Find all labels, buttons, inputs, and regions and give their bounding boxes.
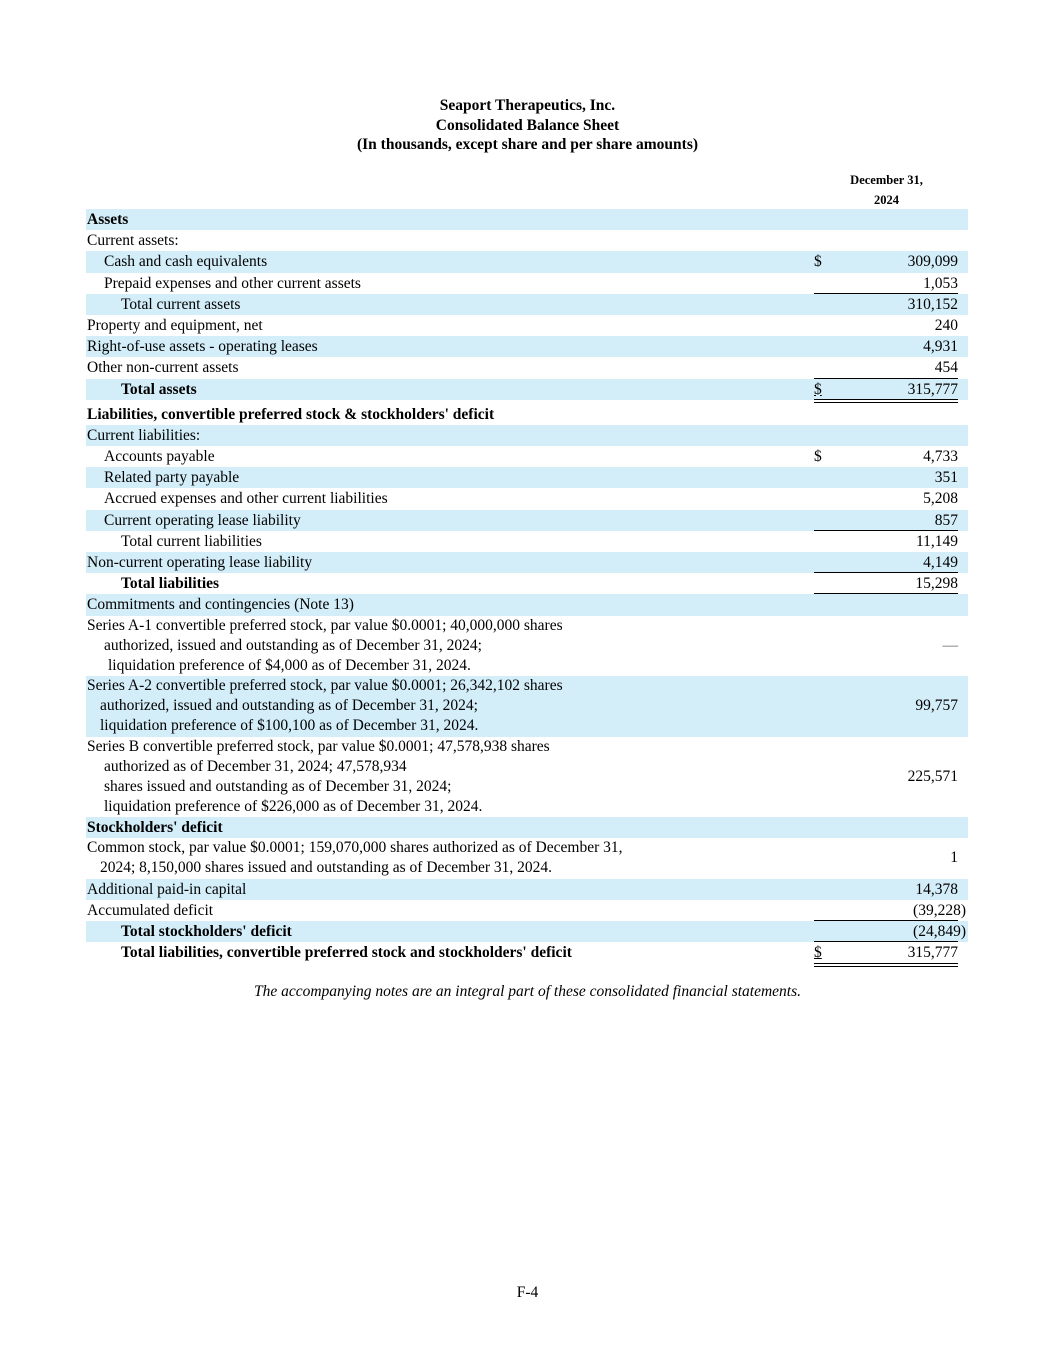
line-item-other-noncurrent: Other non-current assets 454 <box>86 357 968 378</box>
column-header-date: December 31, <box>850 173 923 187</box>
line-item-common-stock: Common stock, par value $0.0001; 159,070,000 shares authorized as of December 31, 2024; 8,150,000 shares issued and outstanding as of December 31, 2024. 1 <box>87 838 958 876</box>
line-item-value: 315,777 <box>907 380 958 398</box>
subheading-current-liabilities: Current liabilities: <box>86 425 968 446</box>
line-item-value: 454 <box>934 359 958 377</box>
company-name: Seaport Therapeutics, Inc. <box>439 97 616 114</box>
line-item-cash: Cash and cash equivalents $ 309,099 <box>86 251 968 272</box>
line-item-value: 309,099 <box>907 253 958 271</box>
line-item-value: 315,777 <box>907 944 958 962</box>
line-item-value: 4,149 <box>923 554 958 571</box>
total-assets: Total assets $ 315,777 <box>86 379 968 400</box>
statement-title: Consolidated Balance Sheet <box>435 116 620 134</box>
line-item-value: 351 <box>934 469 958 487</box>
section-heading-assets: Assets <box>86 209 968 230</box>
line-item-current-lease-liability: Current operating lease liability 857 <box>86 510 968 531</box>
line-item-value: 310,152 <box>907 295 958 313</box>
line-item-value: 240 <box>934 316 958 334</box>
statement-header <box>0 96 1055 155</box>
line-item-value: 11,149 <box>915 532 958 550</box>
section-heading-liabilities: Liabilities, convertible preferred stock & stockholders' deficit <box>87 405 495 423</box>
statement-subtitle: (In thousands, except share and per share amounts) <box>356 136 699 153</box>
currency-symbol: $ <box>814 380 822 398</box>
section-heading-stockholders-deficit: Stockholders' deficit <box>86 817 968 838</box>
line-item-accrued-expenses: Accrued expenses and other current liabilities 5,208 <box>86 488 968 509</box>
line-item-rou-assets: Right-of-use assets - operating leases 4,931 <box>86 336 968 357</box>
currency-symbol: $ <box>814 253 822 271</box>
line-item-value: 1 <box>950 849 958 867</box>
currency-symbol: $ <box>814 448 822 466</box>
line-item-accounts-payable: Accounts payable $ 4,733 <box>86 446 968 467</box>
line-item-value: 1,053 <box>923 274 958 292</box>
line-item-value: 4,931 <box>923 338 958 356</box>
line-item-value: (24,849) <box>913 923 966 941</box>
line-item-value: 14,378 <box>915 880 958 898</box>
line-item-series-a1: Series A-1 convertible preferred stock, par value $0.0001; 40,000,000 shares authorized, issued and outstanding as of December 31, 2024; liquidation preference of $4,000 as of December 31, 2024. — <box>87 616 958 674</box>
line-item-value: 5,208 <box>923 490 958 508</box>
line-item-value: — <box>942 636 958 654</box>
line-item-value: 99,757 <box>915 697 958 715</box>
subheading-current-assets: Current assets: <box>87 232 179 250</box>
line-item-value: 857 <box>934 511 958 529</box>
line-item-prepaid: Prepaid expenses and other current assets 1,053 <box>86 273 968 294</box>
line-item-value: 225,571 <box>907 767 958 785</box>
line-item-apic: Additional paid-in capital 14,378 <box>86 879 968 900</box>
column-header <box>815 170 958 211</box>
footnote: The accompanying notes are an integral part of these consolidated financial statements. <box>253 983 802 1000</box>
line-item-series-b: Series B convertible preferred stock, par value $0.0001; 47,578,938 shares authorized as of December 31, 2024; 47,578,934 shares issued and outstanding as of December 31, 2024; liquidation preference of $226,000 as of December 31, 2024. 225,571 <box>87 737 958 815</box>
double-total-rule <box>814 399 958 403</box>
line-item-property: Property and equipment, net 240 <box>86 315 968 336</box>
column-header-year: 2024 <box>815 190 958 211</box>
total-liabilities: Total liabilities 15,298 <box>86 573 968 594</box>
line-item-noncurrent-lease-liability: Non-current operating lease liability 4,149 <box>86 552 968 573</box>
line-item-commitments: Commitments and contingencies (Note 13) <box>86 594 968 615</box>
page-number: F-4 <box>516 1284 539 1301</box>
line-item-related-party-payable: Related party payable 351 <box>86 467 968 488</box>
double-total-rule <box>814 963 958 967</box>
subtotal-current-assets: Total current assets 310,152 <box>86 294 968 315</box>
line-item-value: (39,228) <box>913 901 966 919</box>
total-liabilities-and-deficit: Total liabilities, convertible preferred stock and stockholders' deficit $ 315,777 <box>86 942 968 963</box>
currency-symbol: $ <box>814 944 822 962</box>
total-stockholders-deficit: Total stockholders' deficit (24,849) <box>86 921 968 942</box>
balance-sheet-table <box>86 209 968 964</box>
line-item-accumulated-deficit: Accumulated deficit (39,228) <box>86 900 968 921</box>
line-item-series-a2: Series A-2 convertible preferred stock, par value $0.0001; 26,342,102 shares authorized, issued and outstanding as of December 31, 2024; liquidation preference of $100,100 as of December 31, 2024. 99,757 <box>86 676 968 737</box>
line-item-value: 15,298 <box>915 575 958 593</box>
line-item-value: 4,733 <box>923 448 958 466</box>
subtotal-current-liabilities: Total current liabilities 11,149 <box>86 531 968 552</box>
